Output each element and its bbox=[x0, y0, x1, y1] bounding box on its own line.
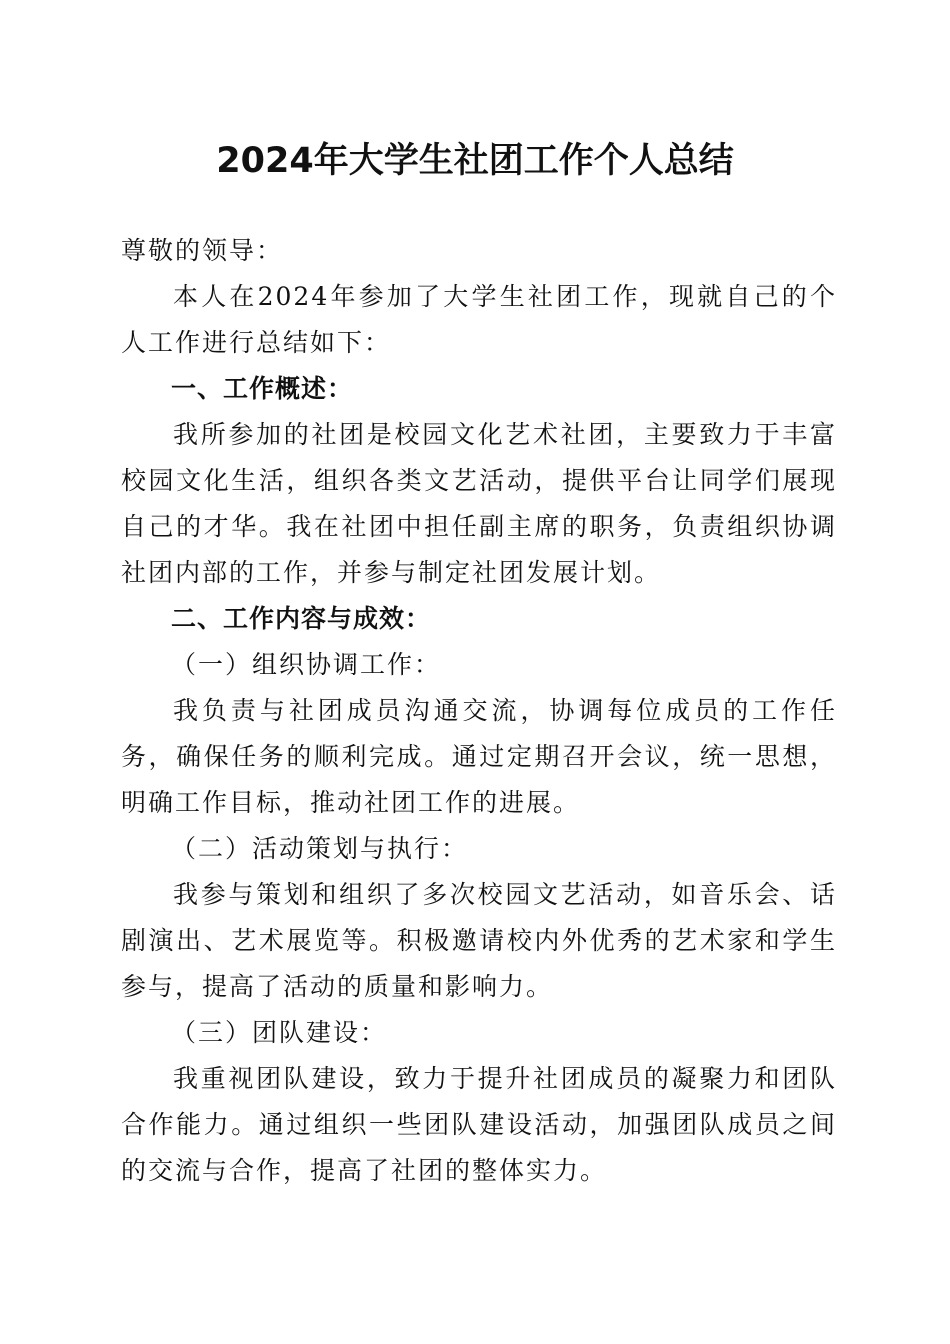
subsection-1-heading: （一）组织协调工作： bbox=[171, 650, 442, 679]
subsection-3-heading: （三）团队建设： bbox=[171, 1018, 388, 1047]
salutation: 尊敬的领导： bbox=[121, 236, 284, 265]
section-1-heading: 一、工作概述： bbox=[171, 374, 354, 403]
intro-paragraph: 本人在2024年参加了大学生社团工作，现就自己的个人工作进行总结如下： bbox=[121, 282, 837, 357]
subsection-3-paragraph: 我重视团队建设，致力于提升社团成员的凝聚力和团队合作能力。通过组织一些团队建设活动，加强团队成员之间的交流与合作，提高了社团的整体实力。 bbox=[121, 1064, 837, 1185]
section-1-paragraph: 我所参加的社团是校园文化艺术社团，主要致力于丰富校园文化生活，组织各类文艺活动，提供平台让同学们展现自己的才华。我在社团中担任副主席的职务，负责组织协调社团内部的工作，并参与制定社团发展计划。 bbox=[121, 420, 837, 587]
subsection-2-paragraph: 我参与策划和组织了多次校园文艺活动，如音乐会、话剧演出、艺术展览等。积极邀请校内外优秀的艺术家和学生参与，提高了活动的质量和影响力。 bbox=[121, 880, 837, 1001]
subsection-1-paragraph: 我负责与社团成员沟通交流，协调每位成员的工作任务，确保任务的顺利完成。通过定期召开会议，统一思想，明确工作目标，推动社团工作的进展。 bbox=[121, 696, 837, 817]
subsection-2-heading: （二）活动策划与执行： bbox=[171, 834, 469, 863]
document-title: 2024年大学生社团工作个人总结 bbox=[216, 141, 734, 181]
document-body bbox=[121, 228, 837, 1194]
section-2-heading: 二、工作内容与成效： bbox=[171, 604, 432, 633]
